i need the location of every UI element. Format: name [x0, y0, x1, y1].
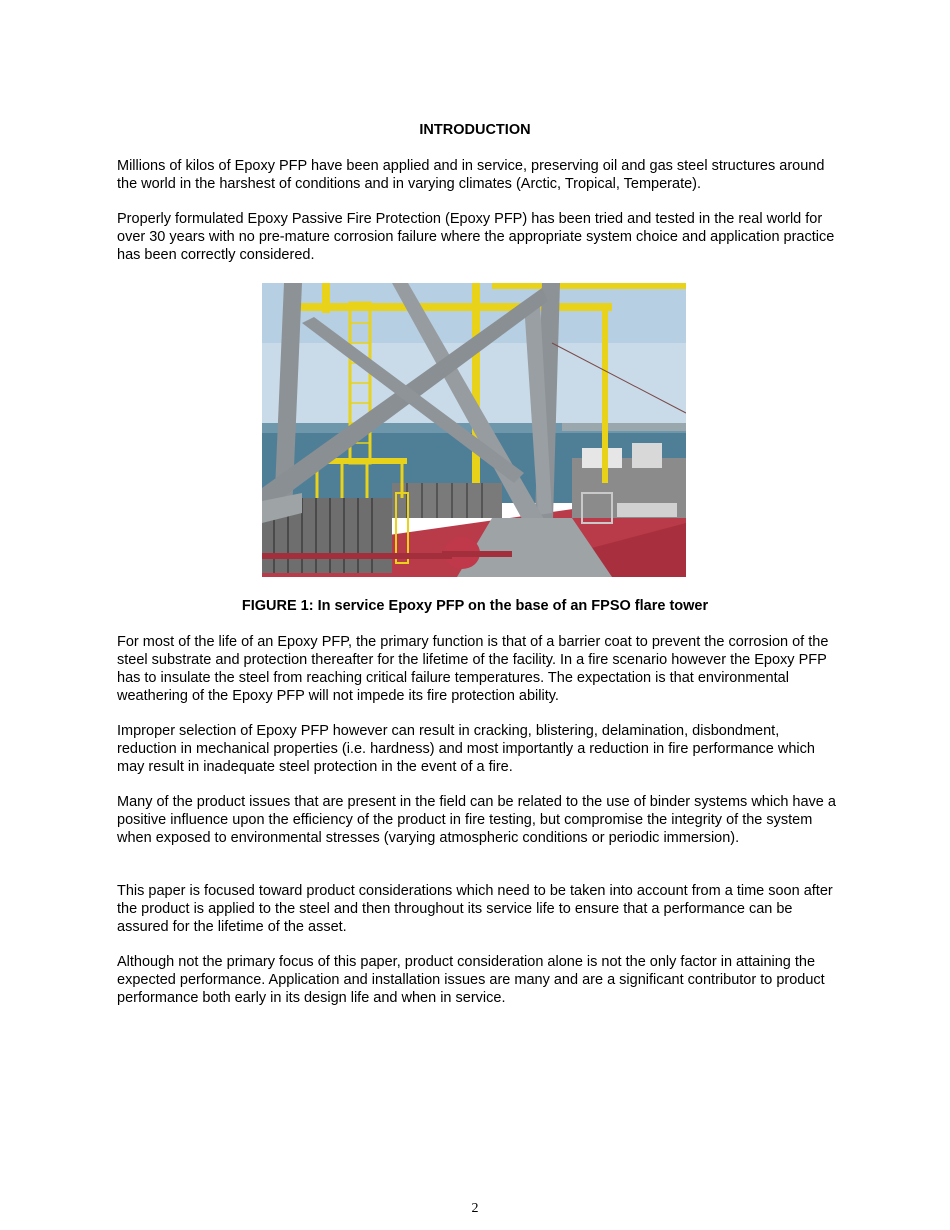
paragraph-3: For most of the life of an Epoxy PFP, the primary function is that of a barrier coat to prevent the corrosion of the steel substrate and protection thereafter for the lifetime of the facility. In a fire scenario however the Epoxy PFP has to insulate the steel from reaching critical failure temperatures. The expectation is that environmental weathering of the Epoxy PFP will not impede its fire protection ability. [117, 634, 829, 704]
section-heading: INTRODUCTION [419, 122, 531, 138]
paragraph-6: This paper is focused toward product considerations which need to be taken into account from a time soon after the product is applied to the steel and then throughout its service life to ensure that a performance can be assured for the lifetime of the asset. [117, 883, 833, 935]
paragraph-4: Improper selection of Epoxy PFP however can result in cracking, blistering, delamination, disbondment, reduction in mechanical properties (i.e. hardness) and most importantly a reduction in fire performance which may result in inadequate steel protection in the event of a fire. [117, 723, 815, 775]
page-number: 2 [471, 1201, 479, 1216]
paragraph-2: Properly formulated Epoxy Passive Fire Protection (Epoxy PFP) has been tried and tested in the real world for over 30 years with no pre-mature corrosion failure where the appropriate system choice and application practice has been correctly considered. [117, 211, 835, 263]
paragraph-1: Millions of kilos of Epoxy PFP have been applied and in service, preserving oil and gas steel structures around the world in the harshest of conditions and in varying climates (Arctic, Tropical, Temperate). [117, 158, 825, 192]
figure-photo [262, 283, 686, 577]
figure-caption: FIGURE 1: In service Epoxy PFP on the base of an FPSO flare tower [241, 598, 709, 614]
paragraph-7: Although not the primary focus of this paper, product consideration alone is not the only factor in attaining the expected performance. Application and installation issues are many and are a significant contributor to product performance both early in its design life and when in service. [117, 954, 825, 1006]
paragraph-5: Many of the product issues that are present in the field can be related to the use of binder systems which have a positive influence upon the efficiency of the product in fire testing, but compromise the integrity of the system when exposed to environmental stresses (varying atmospheric conditions or periodic immersion). [117, 794, 836, 846]
flare-tower-photo [262, 283, 686, 577]
